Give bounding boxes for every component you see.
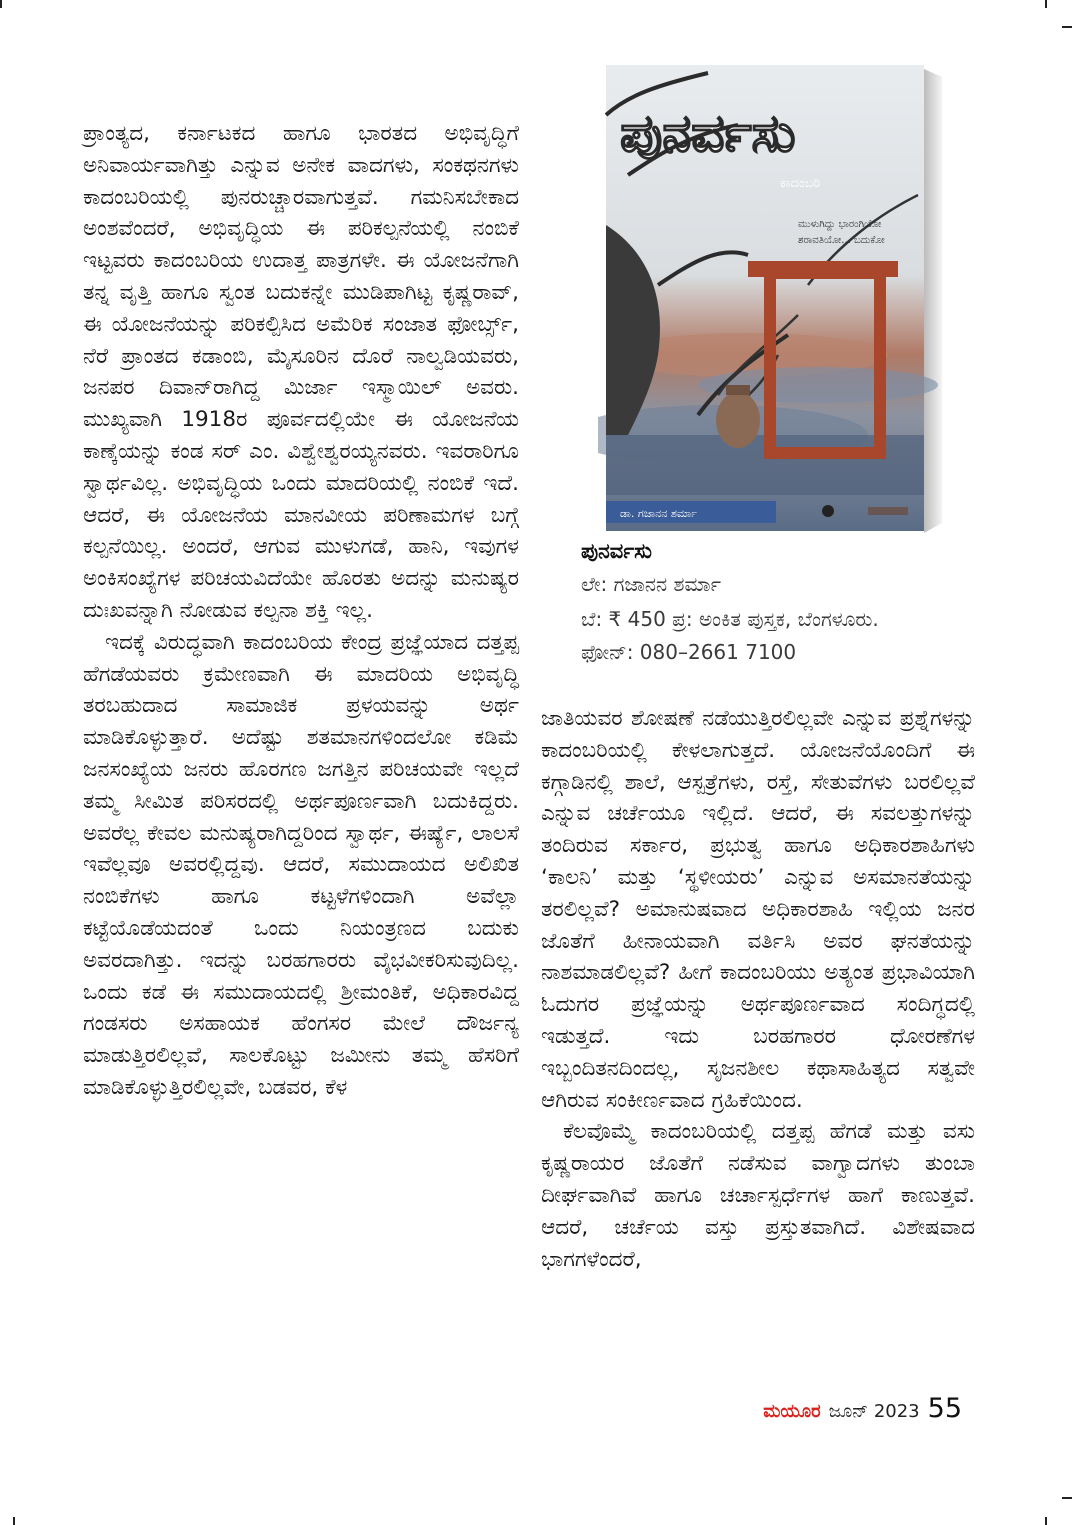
- book-cover-title: ಪುನರ್ವಸು: [620, 104, 796, 164]
- crop-mark-bottom-right: [1045, 1517, 1047, 1525]
- article-paragraph: ಕೆಲವೊಮ್ಮೆ ಕಾದಂಬರಿಯಲ್ಲಿ ದತ್ತಪ್ಪ ಹೆಗಡೆ ಮತ್ತು ವಸು ಕೃಷ್ಣರಾಯರ ಜೊತೆಗೆ ನಡೆಸುವ ವಾಗ್ವಾದಗಳು ತುಂಬಾ ದೀರ್ಘವಾಗಿವೆ ಹಾಗೂ ಚರ್ಚಾಸ್ಪರ್ಧೆಗಳ ಹಾಗೆ ಕಾಣುತ್ತವೆ. ಆದರೆ, ಚರ್ಚೆಯ ವಸ್ತು ಪ್ರಸ್ತುತವಾಗಿದೆ. ವಿಶೇಷವಾದ ಭಾಗಗಳೆಂದರೆ,: [541, 1119, 975, 1272]
- crop-mark-top-right: [1045, 0, 1047, 8]
- magazine-logo: ಮಯೂರ: [763, 1401, 821, 1422]
- article-left-column: [83, 118, 519, 1104]
- crop-mark-right-lower: [1062, 1497, 1072, 1499]
- crop-mark-right-upper: [1062, 26, 1072, 28]
- page-number: 55: [927, 1393, 962, 1424]
- book-cover-author: ಡಾ. ಗಜಾನನ ಶರ್ಮಾ: [620, 507, 697, 520]
- book-caption-phone: ಫೋನ್: 080–2661 7100: [581, 640, 797, 664]
- crop-mark-top-left: [0, 0, 2, 8]
- article-right-column: [541, 703, 975, 1275]
- article-paragraph: ಜಾತಿಯವರ ಶೋಷಣೆ ನಡೆಯುತ್ತಿರಲಿಲ್ಲವೇ ಎನ್ನುವ ಪ್ರಶ್ನೆಗಳನ್ನು ಕಾದಂಬರಿಯಲ್ಲಿ ಕೇಳಲಾಗುತ್ತದೆ. ಯೋಜನೆಯೊಂದಿಗೆ ಈ ಕಗ್ಗಾಡಿನಲ್ಲಿ ಶಾಲೆ, ಆಸ್ಪತ್ರೆಗಳು, ರಸ್ತೆ, ಸೇತುವೆಗಳು ಬರಲಿಲ್ಲವೆ ಎನ್ನುವ ಚರ್ಚೆಯೂ ಇಲ್ಲಿದೆ. ಆದರೆ, ಈ ಸವಲತ್ತುಗಳನ್ನು ತಂದಿರುವ ಸರ್ಕಾರ, ಪ್ರಭುತ್ವ ಹಾಗೂ ಅಧಿಕಾರಶಾಹಿಗಳು ‘ಕಾಲನಿ’ ಮತ್ತು ‘ಸ್ಥಳೀಯರು’ ಎನ್ನುವ ಅಸಮಾನತೆಯನ್ನು ತರಲಿಲ್ಲವೆ? ಅಮಾನುಷವಾದ ಅಧಿಕಾರಶಾಹಿ ಇಲ್ಲಿಯ ಜನರ ಜೊತೆಗೆ ಹೀನಾಯವಾಗಿ ವರ್ತಿಸಿ ಅವರ ಘನತೆಯನ್ನು ನಾಶಮಾಡಲಿಲ್ಲವೆ? ಹೀಗೆ ಕಾದಂಬರಿಯು ಅತ್ಯಂತ ಪ್ರಭಾವಿಯಾಗಿ ಓದುಗರ ಪ್ರಜ್ಞೆಯನ್ನು ಅರ್ಥಪೂರ್ಣವಾದ ಸಂದಿಗ್ಧದಲ್ಲಿ ಇಡುತ್ತದೆ. ಇದು ಬರಹಗಾರರ ಧೋರಣೆಗಳ ಇಬ್ಬಂದಿತನದಿಂದಲ್ಲ, ಸೃಜನಶೀಲ ಕಥಾಸಾಹಿತ್ಯದ ಸತ್ವವೇ ಆಗಿರುವ ಸಂಕೀರ್ಣವಾದ ಗ್ರಹಿಕೆಯಿಂದ.: [541, 706, 975, 1113]
- page-footer: [763, 1393, 962, 1424]
- book-cover-subtitle: ಕಾದಂಬರಿ: [780, 176, 821, 191]
- book-caption-price-publisher: ಬೆ: ₹ 450 ಪ್ರ: ಅಂಕಿತ ಪುಸ್ತಕ, ಬೆಂಗಳೂರು.: [581, 607, 879, 631]
- article-paragraph: ಪ್ರಾಂತ್ಯದ, ಕರ್ನಾಟಕದ ಹಾಗೂ ಭಾರತದ ಅಭಿವೃದ್ಧಿಗೆ ಅನಿವಾರ್ಯವಾಗಿತ್ತು ಎನ್ನುವ ಅನೇಕ ವಾದಗಳು, ಸಂಕಥನಗಳು ಕಾದಂಬರಿಯಲ್ಲಿ ಪುನರುಚ್ಚಾರವಾಗುತ್ತವೆ. ಗಮನಿಸಬೇಕಾದ ಅಂಶವೆಂದರೆ, ಅಭಿವೃದ್ಧಿಯ ಈ ಪರಿಕಲ್ಪನೆಯಲ್ಲಿ ನಂಬಿಕೆ ಇಟ್ಟವರು ಕಾದಂಬರಿಯ ಉದಾತ್ತ ಪಾತ್ರಗಳೇ. ಈ ಯೋಜನೆಗಾಗಿ ತನ್ನ ವೃತ್ತಿ ಹಾಗೂ ಸ್ವಂತ ಬದುಕನ್ನೇ ಮುಡಿಪಾಗಿಟ್ಟ ಕೃಷ್ಣರಾವ್, ಈ ಯೋಜನೆಯನ್ನು ಪರಿಕಲ್ಪಿಸಿದ ಅಮೆರಿಕ ಸಂಜಾತ ಫೋರ್ಬ್ಸ್, ನೆರೆ ಪ್ರಾಂತದ ಕಡಾಂಬಿ, ಮೈಸೂರಿನ ದೊರೆ ನಾಲ್ವಡಿಯವರು, ಜನಪರ ದಿವಾನ್‌ರಾಗಿದ್ದ ಮಿರ್ಜಾ ಇಸ್ಮಾಯಿಲ್ ಅವರು. ಮುಖ್ಯವಾಗಿ 1918ರ ಪೂರ್ವದಲ್ಲಿಯೇ ಈ ಯೋಜನೆಯ ಕಾಣ್ಕೆಯನ್ನು ಕಂಡ ಸರ್ ಎಂ. ವಿಶ್ವೇಶ್ವರಯ್ಯನವರು. ಇವರಾರಿಗೂ ಸ್ವಾರ್ಥವಿಲ್ಲ. ಅಭಿವೃದ್ಧಿಯ ಒಂದು ಮಾದರಿಯಲ್ಲಿ ನಂಬಿಕೆ ಇದೆ. ಆದರೆ, ಈ ಯೋಜನೆಯ ಮಾನವೀಯ ಪರಿಣಾಮಗಳ ಬಗ್ಗೆ ಕಲ್ಪನೆಯಿಲ್ಲ. ಅಂದರೆ, ಆಗುವ ಮುಳುಗಡೆ, ಹಾನಿ, ಇವುಗಳ ಅಂಕಿಸಂಖ್ಯೆಗಳ ಪರಿಚಯವಿದೆಯೇ ಹೊರತು ಅದನ್ನು ಮನುಷ್ಯರ ದುಃಖವನ್ನಾಗಿ ನೋಡುವ ಕಲ್ಪನಾ ಶಕ್ತಿ ಇಲ್ಲ.: [83, 121, 519, 623]
- crop-mark-bottom-left: [13, 1517, 15, 1525]
- book-cover-tagline: ಶರಾವತಿಯೋ... ಬದುಕೋ: [798, 235, 885, 246]
- book-caption-title: ಪುನರ್ವಸು: [581, 539, 652, 563]
- book-caption-author: ಲೇ: ಗಜಾನನ ಶರ್ಮಾ: [581, 572, 721, 596]
- book-cover-image: [598, 55, 966, 533]
- issue-date: ಜೂನ್ 2023: [828, 1401, 920, 1422]
- book-cover-tagline: ಮುಳುಗಿದ್ದು ಭಾರಂಗಿಯೋ: [798, 219, 882, 230]
- article-paragraph: ಇದಕ್ಕೆ ವಿರುದ್ಧವಾಗಿ ಕಾದಂಬರಿಯ ಕೇಂದ್ರ ಪ್ರಜ್ಞೆಯಾದ ದತ್ತಪ್ಪ ಹೆಗಡೆಯವರು ಕ್ರಮೇಣವಾಗಿ ಈ ಮಾದರಿಯ ಅಭಿವೃದ್ಧಿ ತರಬಹುದಾದ ಸಾಮಾಜಿಕ ಪ್ರಳಯವನ್ನು ಅರ್ಥ ಮಾಡಿಕೊಳ್ಳುತ್ತಾರೆ. ಅದೆಷ್ಟು ಶತಮಾನಗಳಿಂದಲೋ ಕಡಿಮೆ ಜನಸಂಖ್ಯೆಯ ಜನರು ಹೊರಗಣ ಜಗತ್ತಿನ ಪರಿಚಯವೇ ಇಲ್ಲದೆ ತಮ್ಮ ಸೀಮಿತ ಪರಿಸರದಲ್ಲಿ ಅರ್ಥಪೂರ್ಣವಾಗಿ ಬದುಕಿದ್ದರು. ಅವರೆಲ್ಲ ಕೇವಲ ಮನುಷ್ಯರಾಗಿದ್ದರಿಂದ ಸ್ವಾರ್ಥ, ಈರ್ಷ್ಯೆ, ಲಾಲಸೆ ಇವೆಲ್ಲವೂ ಅವರಲ್ಲಿದ್ದವು. ಆದರೆ, ಸಮುದಾಯದ ಅಲಿಖಿತ ನಂಬಿಕೆಗಳು ಹಾಗೂ ಕಟ್ಟಳೆಗಳಿಂದಾಗಿ ಅವೆಲ್ಲಾ ಕಟ್ಟೆಯೊಡೆಯದಂತೆ ಒಂದು ನಿಯಂತ್ರಣದ ಬದುಕು ಅವರದಾಗಿತ್ತು. ಇದನ್ನು ಬರಹಗಾರರು ವೈಭವೀಕರಿಸುವುದಿಲ್ಲ. ಒಂದು ಕಡೆ ಈ ಸಮುದಾಯದಲ್ಲಿ ಶ್ರೀಮಂತಿಕೆ, ಅಧಿಕಾರವಿದ್ದ ಗಂಡಸರು ಅಸಹಾಯಕ ಹೆಂಗಸರ ಮೇಲೆ ದೌರ್ಜನ್ಯ ಮಾಡುತ್ತಿರಲಿಲ್ಲವೆ, ಸಾಲಕೊಟ್ಟು ಜಮೀನು ತಮ್ಮ ಹೆಸರಿಗೆ ಮಾಡಿಕೊಳ್ಳುತ್ತಿರಲಿಲ್ಲವೇ, ಬಡವರ, ಕೆಳ: [83, 629, 519, 1100]
